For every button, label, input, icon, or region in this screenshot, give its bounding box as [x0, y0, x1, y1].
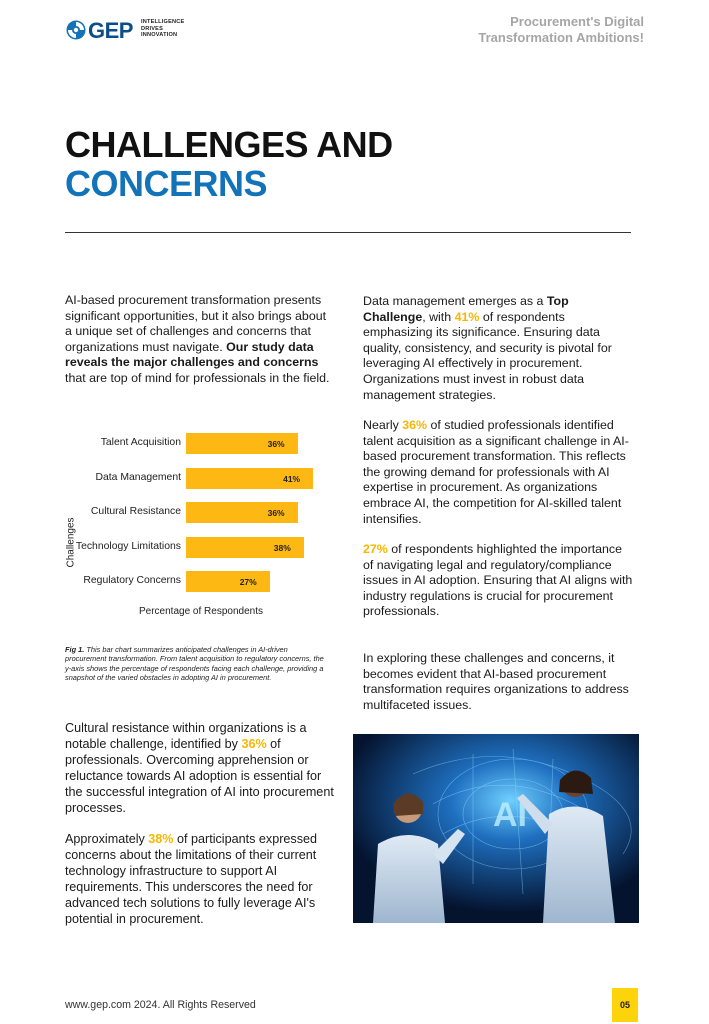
report-title-line: Transformation Ambitions! — [478, 30, 644, 45]
gep-logo — [66, 19, 196, 45]
para-text: Cultural resistance within organizations is a notable challenge, identified by — [65, 721, 307, 751]
tagline-line: INNOVATION — [141, 32, 178, 39]
caption-text: This bar chart summarizes anticipated challenges in AI-driven procurement transformation. From talent acquisition to regulatory concerns, the y-axis shows the percentage of respondents facing each challenge, providing a snapshot of the varied obstacles in adopting AI in procurement. — [65, 645, 324, 682]
bar-category-label: Regulatory Concerns — [83, 575, 181, 586]
talent-acquisition-paragraph — [363, 418, 633, 527]
ai-scientists-photo — [353, 734, 639, 923]
para-text: of respondents emphasizing its significance. Ensuring data quality, consistency, and security is pivotal for leveraging AI effectively in procurement. Organizations must invest in robust data management strategies. — [363, 309, 612, 402]
logo-wordmark: GEP — [88, 18, 133, 43]
para-text: of respondents highlighted the importance of navigating legal and regulatory/compliance issues in AI adoption. Ensuring that AI aligns with industry regulations is crucial for procurement professionals. — [363, 542, 633, 619]
para-text: Nearly — [363, 418, 403, 432]
report-title-line: Procurement's Digital — [510, 14, 644, 29]
title-divider — [65, 232, 631, 233]
bar-value-label: 36% — [267, 439, 285, 449]
tagline-line: INTELLIGENCE — [141, 19, 185, 25]
page-number-tab: 05 — [612, 988, 638, 1022]
conclusion-paragraph: In exploring these challenges and concerns, it becomes evident that AI-based procurement transformation requires organizations to address multifaceted issues. — [363, 651, 629, 712]
bar-category-label: Data Management — [95, 471, 181, 483]
gep-logo-mark-icon — [66, 20, 86, 40]
bar-value-label: 38% — [273, 542, 291, 553]
bar-value-label: 41% — [283, 473, 301, 484]
bar-category-label: Technology Limitations — [75, 540, 181, 552]
para-text: Data management emerges as a — [363, 294, 547, 308]
bar-value-label: 36% — [267, 508, 285, 518]
challenges-bar-chart — [55, 425, 345, 625]
photo-illustration — [353, 734, 639, 923]
highlight-percent: 36% — [402, 418, 428, 432]
logo-tagline — [141, 19, 184, 39]
section-title-line-1: CHALLENGES AND — [65, 124, 393, 165]
highlight-percent: 27% — [363, 542, 388, 556]
highlight-percent: 36% — [241, 737, 267, 751]
section-title-line-2: CONCERNS — [65, 163, 268, 204]
para-text: of studied professionals identified talent acquisition as a significant challenge in AI-based procurement transformation. This reflects the growing demand for professionals with AI expertise in procurement. As organizations embrace AI, the competition for AI-skilled talent intensifies. — [363, 418, 629, 526]
photo-ai-text: AI — [493, 796, 527, 834]
bar-category-label: Talent Acquisition — [100, 437, 181, 448]
intro-paragraph — [65, 293, 335, 387]
tagline-line: DRIVES — [141, 25, 164, 32]
report-title — [478, 14, 644, 46]
highlight-percent: 41% — [454, 309, 480, 324]
intro-text: AI-based procurement transformation presents significant opportunities, but it also brings about a unique set of challenges and concerns that organizations must navigate. — [65, 293, 327, 354]
para-text: Approximately — [65, 832, 149, 846]
para-bold: Top Challenge — [363, 294, 569, 324]
bar-value-label: 27% — [239, 577, 257, 587]
figure-number: Fig 1. — [65, 645, 85, 654]
chart-x-axis-label: Percentage of Respondents — [139, 606, 263, 617]
para-text: , with — [422, 309, 455, 324]
bar-category-label: Cultural Resistance — [90, 506, 181, 517]
data-management-paragraph — [363, 294, 633, 403]
regulatory-paragraph — [363, 542, 633, 620]
footer-copyright: www.gep.com 2024. All Rights Reserved — [65, 999, 256, 1011]
highlight-percent: 38% — [148, 832, 174, 846]
para-text: of participants expressed concerns about the limitations of their current technology infrastructure to support AI requirements. This underscores the need for advanced tech solutions to fully leverage AI's potential in procurement. — [65, 832, 318, 926]
intro-bold: Our study data reveals the major challenges and concerns — [65, 339, 319, 370]
technology-limitations-paragraph — [65, 831, 335, 927]
chart-y-axis-label: Challenges — [65, 517, 77, 568]
bar — [186, 571, 270, 592]
cultural-resistance-paragraph — [65, 720, 335, 816]
intro-text: that are top of mind for professionals in the field. — [65, 370, 330, 385]
figure-caption — [65, 645, 330, 682]
para-text: of professionals. Overcoming apprehension or reluctance towards AI adoption is essential for the successful integration of AI into procurement processes. — [65, 737, 334, 815]
